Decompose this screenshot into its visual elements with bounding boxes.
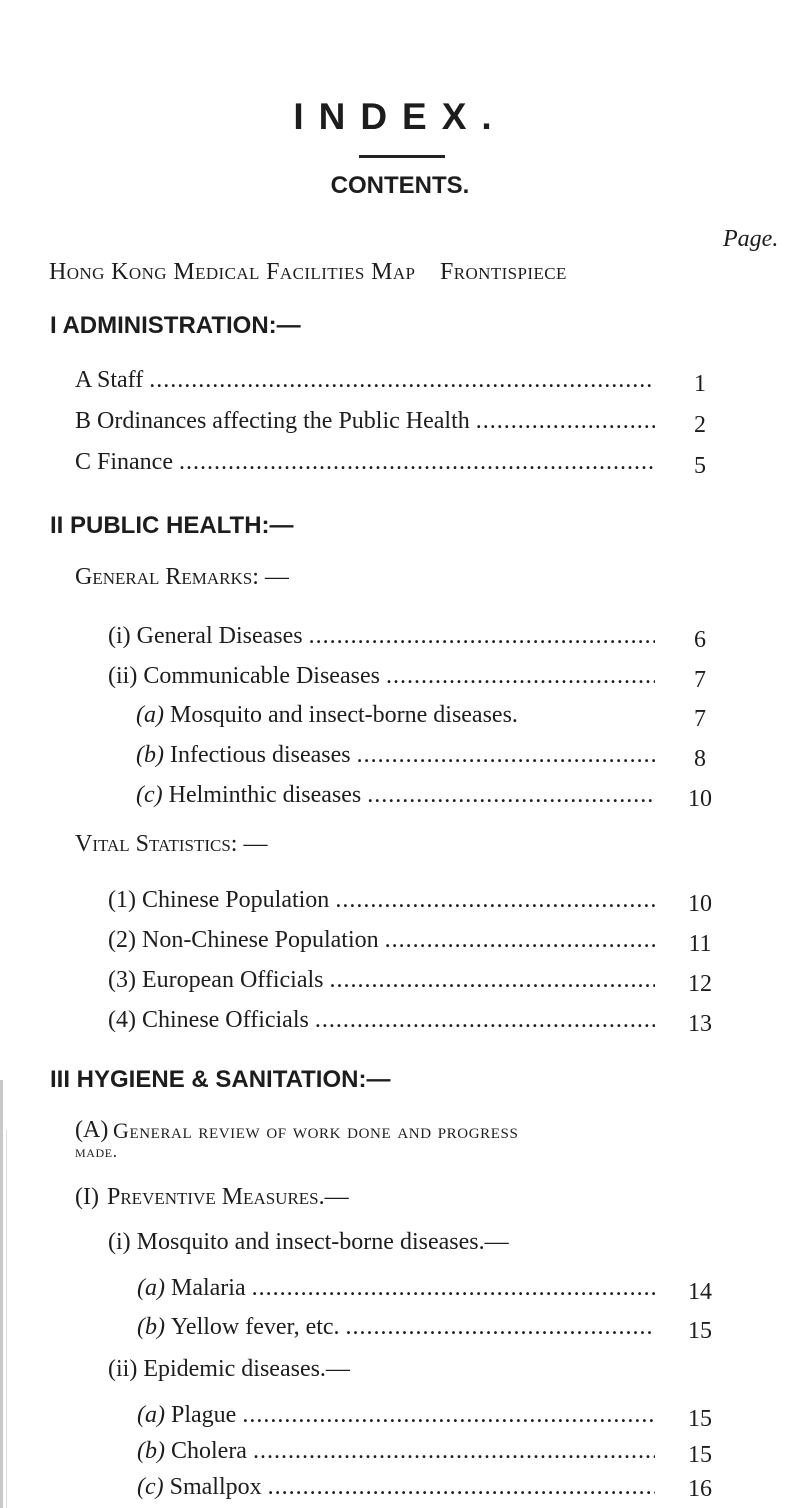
toc-entry-label: C Finance (75, 449, 173, 475)
toc-page-number: 10 (688, 786, 712, 812)
toc-page-number: 16 (688, 1476, 712, 1502)
toc-entry-label: Smallpox (169, 1474, 262, 1500)
mosquito-heading: (i) Mosquito and insect-borne diseases.— (108, 1229, 509, 1255)
leader-dots (385, 927, 655, 954)
toc-page-number: 15 (688, 1406, 712, 1432)
toc-entry-label: Yellow fever, etc. (170, 1314, 340, 1340)
toc-entry-label: Chinese Officials (141, 1007, 309, 1033)
entry-marker: (a) (136, 702, 164, 728)
toc-page-number: 7 (694, 667, 706, 693)
entry-marker: (c) (137, 1474, 164, 1500)
leader-dots (179, 449, 655, 476)
epidemic-heading: (ii) Epidemic diseases.— (108, 1356, 350, 1382)
toc-entry (136, 702, 655, 732)
toc-entry (108, 967, 655, 997)
toc-entry-label: Mosquito and insect-borne diseases. (169, 702, 518, 728)
toc-entry-label: Malaria (170, 1275, 246, 1301)
toc-entry-label: Non-Chinese Population (141, 927, 379, 953)
toc-page-number: 10 (688, 891, 712, 917)
toc-entry (137, 1438, 655, 1468)
leader-dots (268, 1474, 655, 1501)
page-column-label: Page. (723, 226, 779, 252)
page-edge-line (6, 1130, 7, 1508)
entry-marker: (4) (108, 1007, 136, 1033)
review-marker: (A) (75, 1117, 109, 1143)
toc-page-number: 15 (688, 1318, 712, 1344)
page-edge-shadow (0, 1080, 3, 1508)
toc-entry (136, 742, 655, 772)
toc-page-number: 11 (688, 931, 712, 957)
toc-entry (108, 927, 655, 957)
toc-entry (108, 663, 655, 693)
frontispiece-page: Frontispiece (440, 259, 567, 285)
toc-entry (137, 1275, 655, 1305)
toc-entry (136, 782, 655, 812)
toc-page-number: 7 (694, 706, 706, 732)
toc-entry (137, 1402, 655, 1432)
contents-heading: CONTENTS. (330, 172, 470, 199)
section-heading-public-health: II PUBLIC HEALTH:— (50, 512, 294, 539)
leader-dots (309, 623, 655, 650)
toc-entry (137, 1474, 655, 1504)
page-title: INDEX. (293, 96, 507, 137)
toc-entry (75, 367, 655, 397)
leader-dots (149, 367, 655, 394)
leader-dots (476, 408, 655, 435)
review-line-2: made. (75, 1142, 118, 1161)
toc-page-number: 14 (688, 1279, 712, 1305)
toc-entry (108, 623, 655, 653)
toc-page-number: 15 (688, 1442, 712, 1468)
section-heading-hygiene: III HYGIENE & SANITATION:— (50, 1066, 391, 1093)
title-rule (359, 155, 445, 158)
entry-marker: (i) (108, 623, 131, 649)
toc-entry-label: B Ordinances affecting the Public Health (75, 408, 470, 434)
entry-marker: (b) (137, 1438, 165, 1464)
entry-marker: (ii) (108, 663, 138, 689)
toc-page-number: 8 (694, 746, 706, 772)
toc-page-number: 2 (694, 412, 706, 438)
leader-dots (346, 1314, 655, 1341)
frontispiece-label: Hong Kong Medical Facilities Map (49, 259, 416, 285)
toc-entry-label: European Officials (141, 967, 324, 993)
toc-entry-label: A Staff (75, 367, 144, 393)
leader-dots (242, 1402, 655, 1429)
toc-entry-label: Chinese Population (141, 887, 330, 913)
section-heading-administration: I ADMINISTRATION:— (50, 312, 301, 339)
toc-page-number: 1 (694, 371, 706, 397)
toc-entry (108, 1007, 655, 1037)
entry-marker: (2) (108, 927, 136, 953)
subheading-general-remarks: General Remarks: — (75, 564, 289, 590)
toc-entry-label: Helminthic diseases (168, 782, 362, 808)
leader-dots (252, 1275, 655, 1302)
entry-marker: (1) (108, 887, 136, 913)
toc-entry (108, 887, 655, 917)
leader-dots (335, 887, 655, 914)
entry-marker: (a) (137, 1402, 165, 1428)
toc-page-number: 12 (688, 971, 712, 997)
leader-dots (329, 967, 655, 994)
leader-dots (367, 782, 655, 809)
leader-dots (253, 1438, 655, 1465)
entry-marker: (c) (136, 782, 163, 808)
review-line-1: General review of work done and progress (113, 1118, 519, 1143)
toc-page-number: 13 (688, 1011, 712, 1037)
toc-entry (137, 1314, 655, 1344)
entry-marker: (b) (137, 1314, 165, 1340)
entry-marker: (3) (108, 967, 136, 993)
preventive-measures-heading: Preventive Measures.— (107, 1184, 349, 1210)
toc-page-number: 5 (694, 453, 706, 479)
preventive-marker: (I) (75, 1184, 99, 1210)
toc-entry-label: Plague (170, 1402, 237, 1428)
subheading-vital-statistics: Vital Statistics: — (75, 831, 268, 857)
toc-entry-label: Infectious diseases (169, 742, 351, 768)
leader-dots (386, 663, 655, 690)
entry-marker: (a) (137, 1275, 165, 1301)
toc-entry (75, 408, 655, 438)
leader-dots (357, 742, 655, 769)
leader-dots (315, 1007, 655, 1034)
toc-entry-label: Cholera (170, 1438, 247, 1464)
toc-entry-label: Communicable Diseases (143, 663, 380, 689)
entry-marker: (b) (136, 742, 164, 768)
toc-page-number: 6 (694, 627, 706, 653)
toc-entry (75, 449, 655, 479)
toc-entry-label: General Diseases (136, 623, 303, 649)
